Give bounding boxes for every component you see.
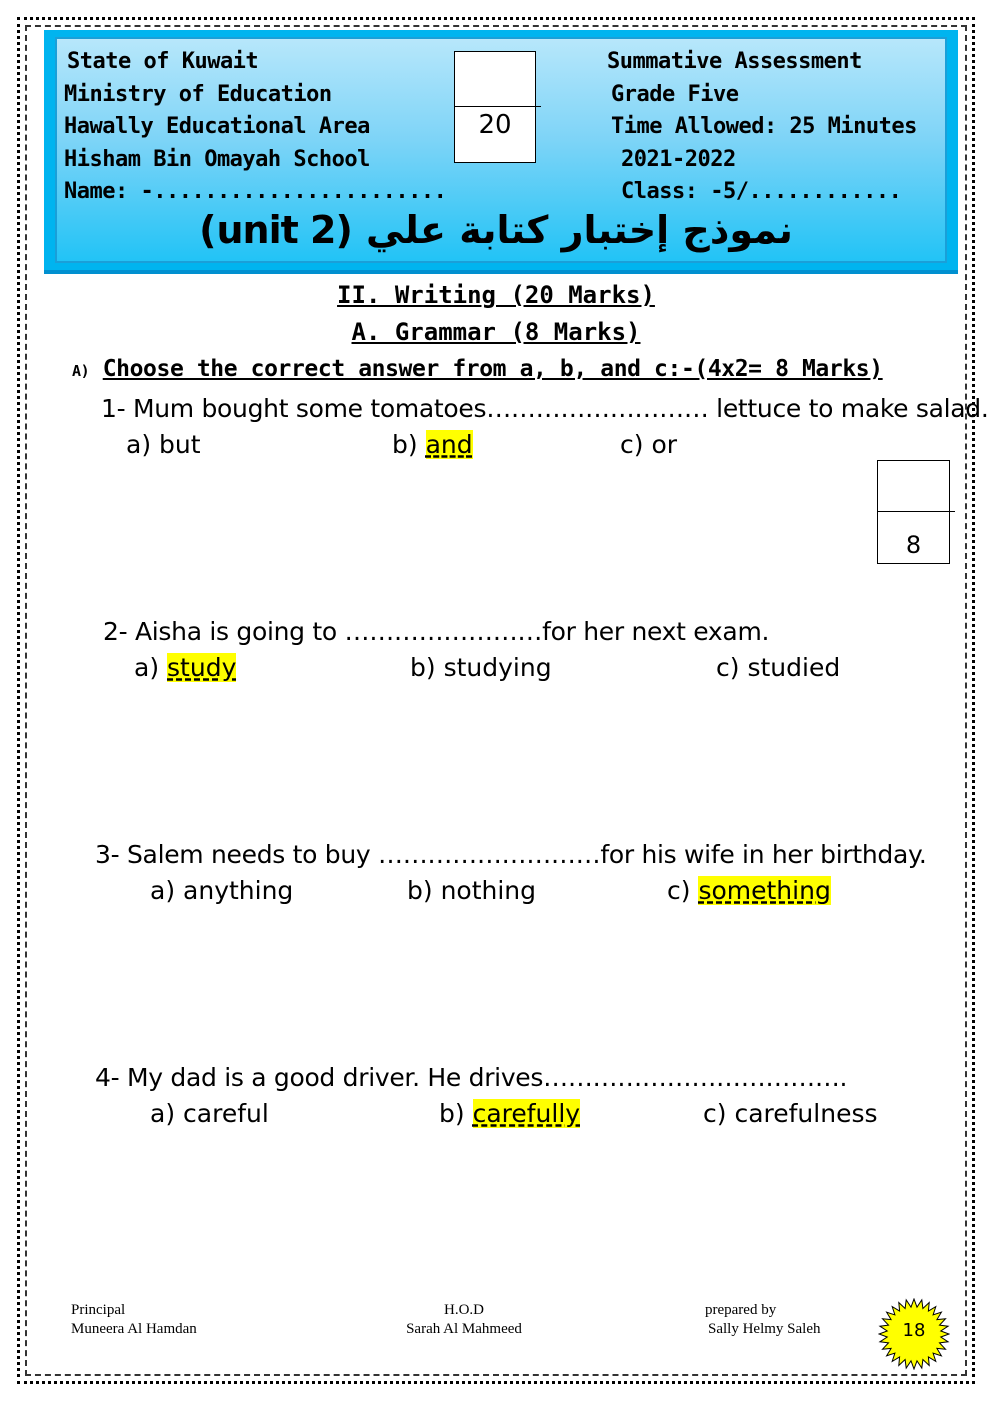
total-score-value: 20 <box>478 110 512 140</box>
option-label: c) <box>703 1099 727 1128</box>
score-divider <box>878 511 955 512</box>
q4-option-c[interactable] <box>703 1099 878 1128</box>
q4-option-b[interactable] <box>439 1099 580 1128</box>
section-subtitle: A. Grammar (8 Marks) <box>351 318 641 346</box>
q3-option-b[interactable] <box>407 876 536 905</box>
option-text: anything <box>183 876 294 905</box>
option-label: a) <box>150 1099 176 1128</box>
score-divider <box>455 106 541 107</box>
option-label: b) <box>439 1099 465 1128</box>
option-label: b) <box>392 430 418 459</box>
option-text: or <box>651 430 678 459</box>
option-text: nothing <box>440 876 537 905</box>
option-label: b) <box>410 653 436 682</box>
principal-role: Principal <box>71 1302 126 1318</box>
q3-option-c[interactable] <box>667 876 831 905</box>
instruction <box>72 356 883 382</box>
option-label: c) <box>667 876 691 905</box>
option-text-correct: and <box>425 430 473 459</box>
q3-option-a[interactable] <box>150 876 293 905</box>
header-grade: Grade Five <box>611 82 739 107</box>
prepared-name: Sally Helmy Saleh <box>708 1321 821 1337</box>
option-label: c) <box>620 430 644 459</box>
question-2: 2- Aisha is going to ……………………for her next exam. <box>103 617 770 646</box>
option-text-correct: study <box>167 653 237 682</box>
option-text: studying <box>443 653 552 682</box>
header-area: Hawally Educational Area <box>64 114 370 139</box>
header-school: Hisham Bin Omayah School <box>64 147 370 172</box>
q1-option-a[interactable] <box>126 430 201 459</box>
option-text: studied <box>747 653 841 682</box>
hod-role: H.O.D <box>444 1302 484 1318</box>
header-assessment: Summative Assessment <box>607 49 862 74</box>
total-score-box[interactable] <box>454 51 536 163</box>
section-score-value: 8 <box>905 531 922 559</box>
footer-principal <box>71 1301 197 1339</box>
option-text: but <box>159 430 201 459</box>
section-title: II. Writing (20 Marks) <box>337 281 655 309</box>
option-text: careful <box>183 1099 269 1128</box>
hod-name: Sarah Al Mahmeed <box>406 1321 522 1337</box>
q4-option-a[interactable] <box>150 1099 269 1128</box>
question-1: 1- Mum bought some tomatoes……………………… lettuce to make salad. <box>101 394 989 423</box>
header-ministry: Ministry of Education <box>64 82 332 107</box>
header-time: Time Allowed: 25 Minutes <box>611 114 917 139</box>
header-year: 2021-2022 <box>621 147 736 172</box>
q2-option-c[interactable] <box>716 653 840 682</box>
footer-hod <box>399 1301 529 1339</box>
q2-option-b[interactable] <box>410 653 552 682</box>
question-3: 3- Salem needs to buy ………………………for his wife in her birthday. <box>95 840 927 869</box>
header-state: State of Kuwait <box>67 49 259 74</box>
instruction-prefix: A) <box>72 362 90 380</box>
footer-prepared <box>705 1301 821 1339</box>
prepared-role: prepared by <box>705 1302 777 1318</box>
arabic-title: نموذج إختبار كتابة علي (unit 2) <box>199 208 793 252</box>
option-label: a) <box>134 653 160 682</box>
q2-option-a[interactable] <box>134 653 236 682</box>
option-label: c) <box>716 653 740 682</box>
page-number: 18 <box>902 1320 926 1341</box>
option-label: a) <box>150 876 176 905</box>
principal-name: Muneera Al Hamdan <box>71 1321 197 1337</box>
option-text-correct: something <box>698 876 831 905</box>
section-score-box[interactable] <box>877 460 950 564</box>
q1-option-c[interactable] <box>620 430 677 459</box>
instruction-text: Choose the correct answer from a, b, and c:-(4x2= 8 Marks) <box>102 356 883 382</box>
option-label: a) <box>126 430 152 459</box>
option-text-correct: carefully <box>472 1099 581 1128</box>
option-label: b) <box>407 876 433 905</box>
q1-option-b[interactable] <box>392 430 473 459</box>
question-4: 4- My dad is a good driver. He drives………………………………. <box>95 1063 848 1092</box>
option-text: carefulness <box>734 1099 878 1128</box>
name-field[interactable]: Name: -....................... <box>64 179 447 204</box>
class-field[interactable]: Class: -5/............ <box>621 179 902 204</box>
